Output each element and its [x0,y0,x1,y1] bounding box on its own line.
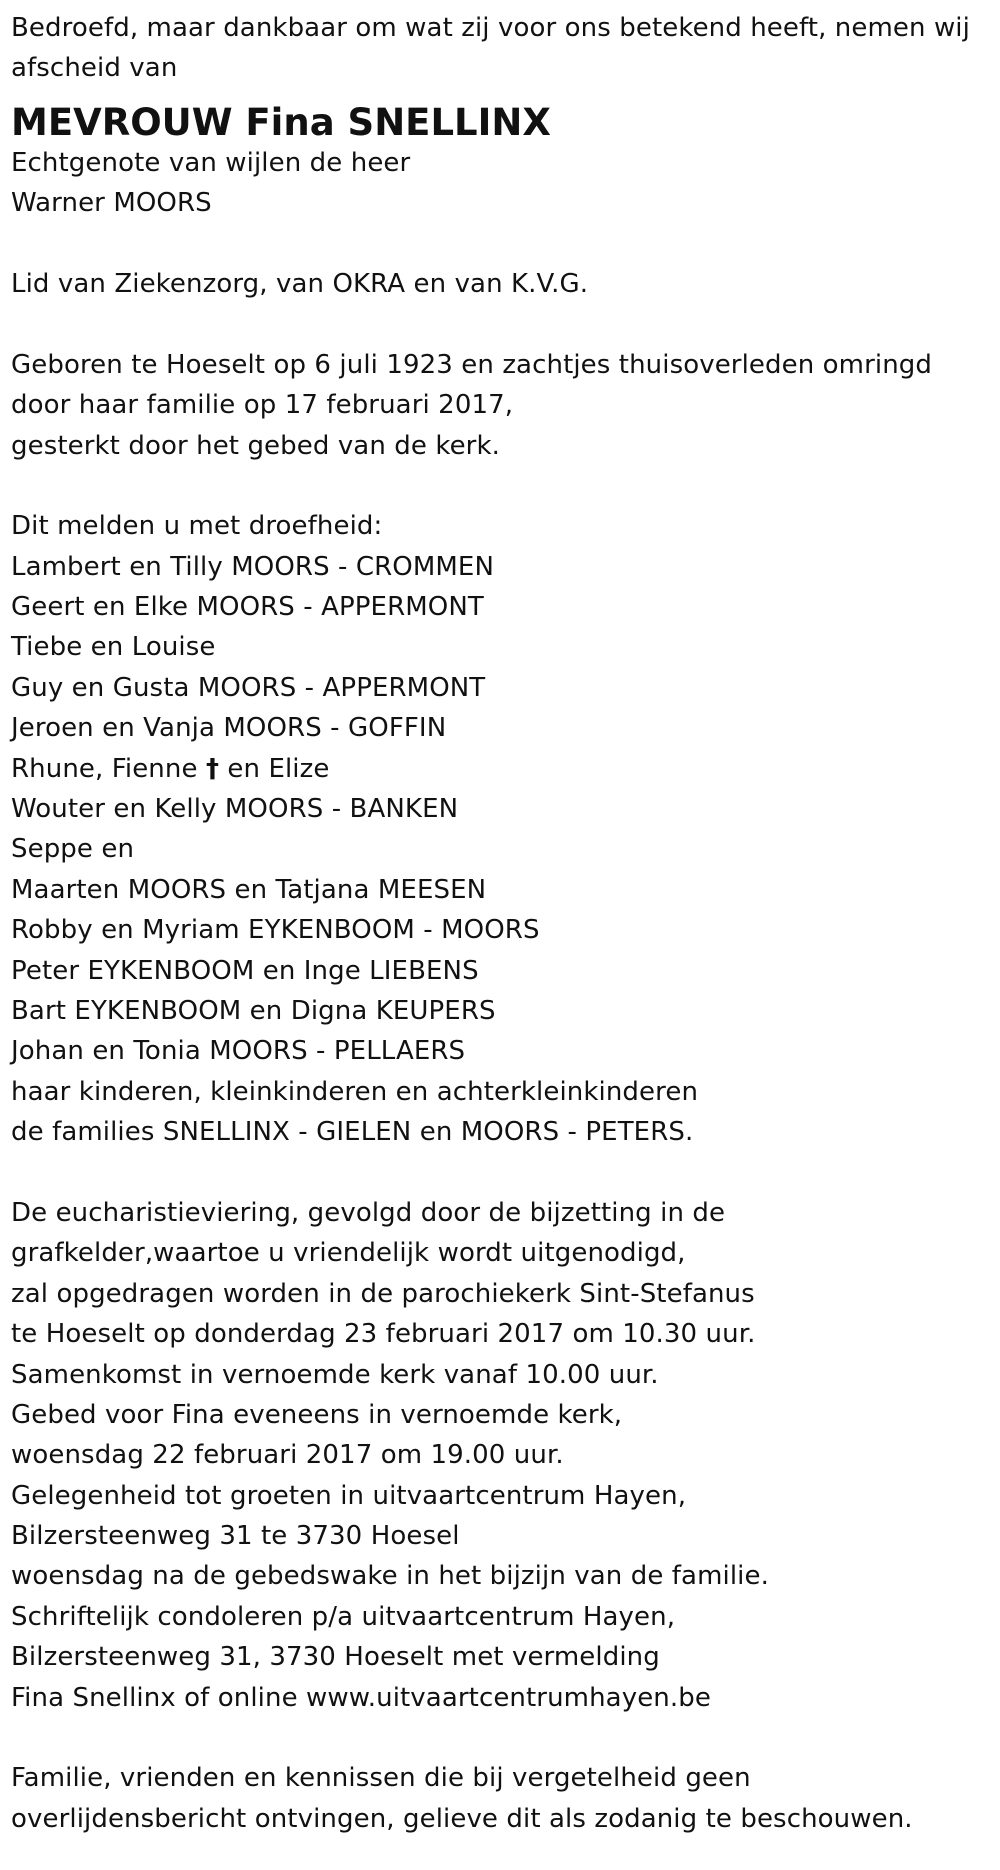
family-member: Jeroen en Vanja MOORS - GOFFIN [11,713,447,744]
ceremony-line: woensdag 22 februari 2017 om 19.00 uur. [11,1440,564,1471]
spouse-info [11,143,1000,224]
ceremony-line: woensdag na de gebedswake in het bijzijn van de familie. [11,1561,769,1592]
ceremony-line: Schriftelijk condoleren p/a uitvaartcentrum Hayen, [11,1601,676,1632]
membership-line: Lid van Ziekenzorg, van OKRA en van K.V.G. [11,268,589,299]
family-member [11,749,1000,789]
family-member: Peter EYKENBOOM en Inge LIEBENS [11,955,479,986]
birth-death-info [11,345,1000,466]
family-member: Bart EYKENBOOM en Digna KEUPERS [11,995,496,1026]
spouse-line: Warner MOORS [11,188,212,219]
birth-death-line: gesterkt door het gebed van de kerk. [11,430,500,461]
ceremony-line: Bilzersteenweg 31, 3730 Hoeselt met vermelding [11,1642,660,1673]
closing-line: Familie, vrienden en kennissen die bij vergetelheid geen [11,1763,751,1794]
ceremony-line: Gelegenheid tot groeten in uitvaartcentrum Hayen, [11,1480,687,1511]
family-member: Guy en Gusta MOORS - APPERMONT [11,672,486,703]
closing-line: overlijdensbericht ontvingen, gelieve dit als zodanig te beschouwen. [11,1803,913,1834]
cross-icon: † [205,753,220,784]
family-member: Robby en Myriam EYKENBOOM - MOORS [11,915,540,946]
ceremony-line: Gebed voor Fina eveneens in vernoemde kerk, [11,1399,623,1430]
ceremony-line: Bilzersteenweg 31 te 3730 Hoesel [11,1521,460,1552]
family-member: Johan en Tonia MOORS - PELLAERS [11,1036,466,1067]
ceremony-info [11,1193,1000,1718]
family-member: Geert en Elke MOORS - APPERMONT [11,592,484,623]
family-member: de families SNELLINX - GIELEN en MOORS - PETERS. [11,1117,694,1148]
family-member: Seppe en [11,834,135,865]
spacer [11,304,1000,344]
family-member: haar kinderen, kleinkinderen en achterkleinkinderen [11,1076,699,1107]
family-member: Lambert en Tilly MOORS - CROMMEN [11,551,495,582]
spacer [11,224,1000,264]
spacer [11,1153,1000,1193]
spacer [11,466,1000,506]
intro-line: Bedroefd, maar dankbaar om wat zij voor ons betekend heeft, nemen wij [11,13,970,43]
intro-line: afscheid van [11,53,178,84]
birth-death-line: door haar familie op 17 februari 2017, [11,390,514,421]
closing-text [11,1758,1000,1839]
ceremony-line: zal opgedragen worden in de parochiekerk Sint-Stefanus [11,1278,755,1309]
deceased-name: MEVROUW Fina SNELLINX [11,100,551,144]
family-member: Maarten MOORS en Tatjana MEESEN [11,874,487,905]
ceremony-line: Fina Snellinx of online www.uitvaartcentrumhayen.be [11,1682,711,1713]
spacer [11,1718,1000,1758]
birth-death-line: Geboren te Hoeselt op 6 juli 1923 en zachtjes thuisoverleden omringd [11,349,932,380]
ceremony-line: grafkelder,waartoe u vriendelijk wordt uitgenodigd, [11,1238,686,1269]
family-list [11,506,1000,1152]
intro-text [11,8,1000,89]
family-member: Wouter en Kelly MOORS - BANKEN [11,794,459,825]
family-member-text: en Elize [219,753,330,784]
ceremony-line: Samenkomst in vernoemde kerk vanaf 10.00 uur. [11,1359,659,1390]
family-member: Tiebe en Louise [11,632,216,663]
family-heading: Dit melden u met droefheid: [11,511,383,542]
ceremony-line: De eucharistieviering, gevolgd door de bijzetting in de [11,1197,726,1228]
ceremony-line: te Hoeselt op donderdag 23 februari 2017 om 10.30 uur. [11,1319,756,1350]
family-member-text: Rhune, Fienne [11,753,206,784]
spouse-line: Echtgenote van wijlen de heer [11,147,411,178]
